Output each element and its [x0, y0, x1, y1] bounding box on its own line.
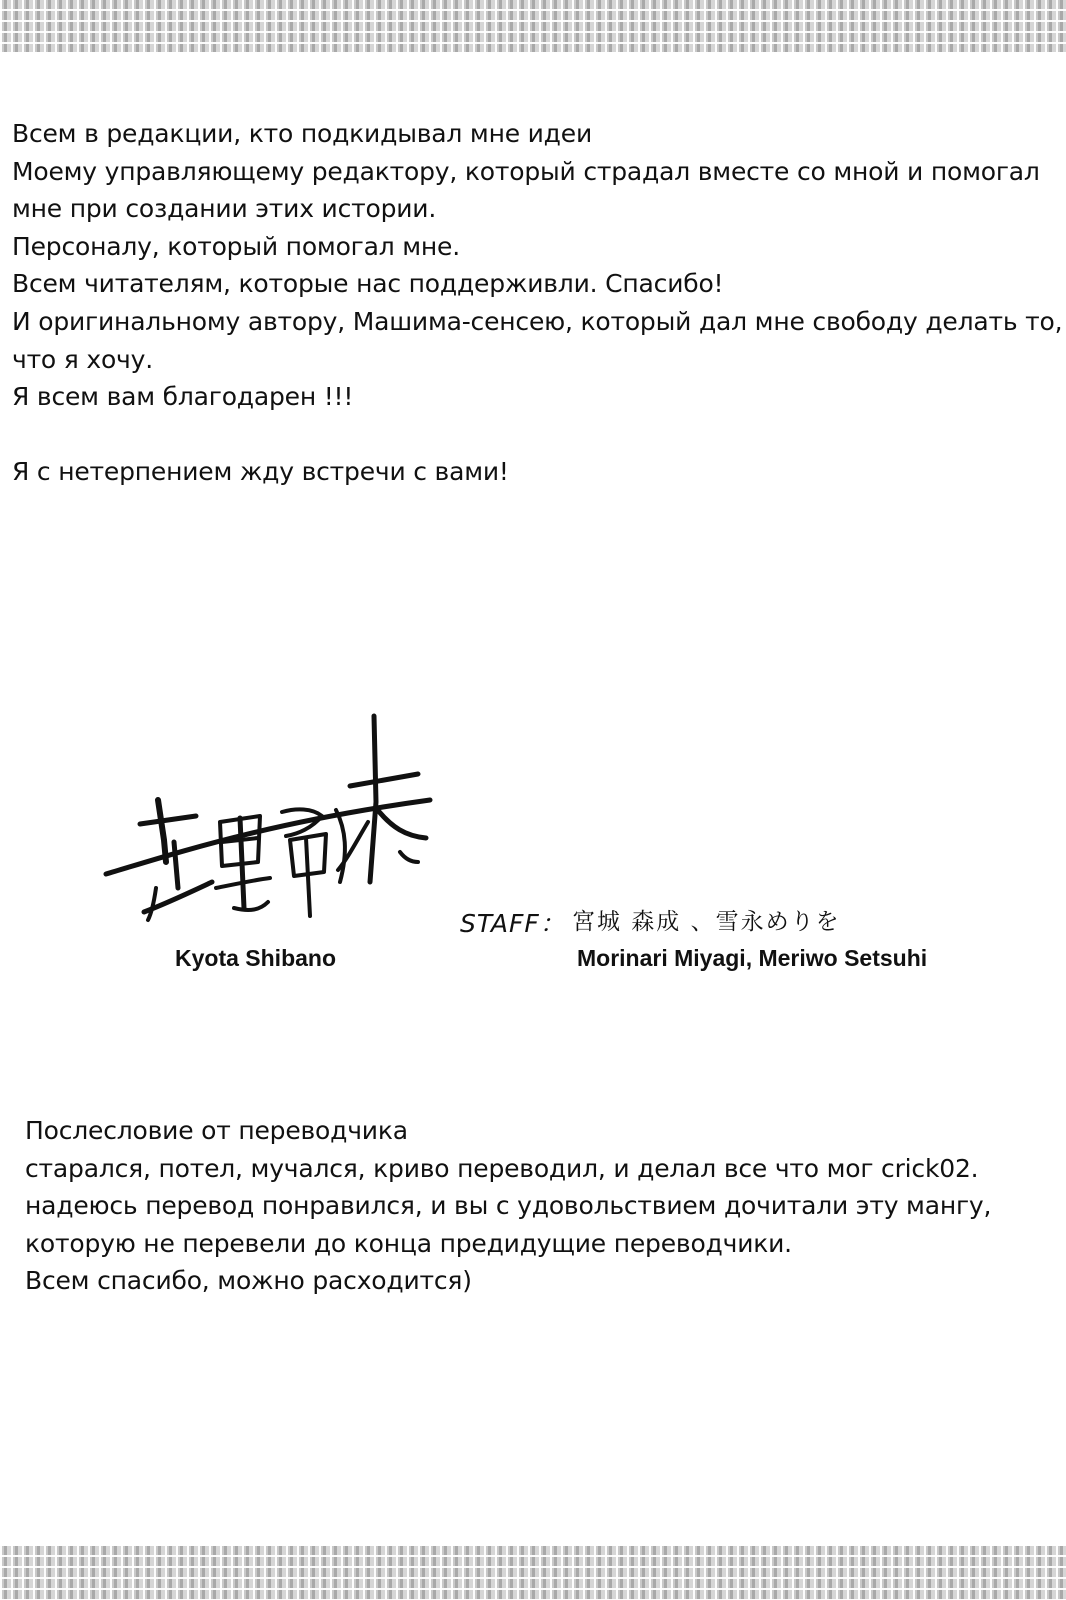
- staff-japanese-names: 宮城 森成 、雪永めりを: [572, 909, 841, 935]
- letter-line: И оригинальному автору, Машима-сенсею, который дал мне свободу делать то,: [12, 306, 1063, 336]
- letter-line: мне при создании этих истории.: [12, 194, 437, 224]
- letter-line: Всем читателям, которые нас поддерживли. Спасибо!: [12, 269, 724, 299]
- afterword-line: которую не перевели до конца предидущие переводчики.: [25, 1228, 792, 1258]
- afterword-line: Всем спасибо, можно расходится): [25, 1266, 472, 1296]
- staff-names: Morinari Miyagi, Meriwo Setsuhi: [577, 945, 928, 971]
- afterword-line: старался, потел, мучался, криво переводил, и делал все что мог crick02.: [25, 1153, 979, 1183]
- afterword-line: надеюсь перевод понравился, и вы с удовольствием дочитали эту мангу,: [25, 1191, 992, 1221]
- letter-line: Я всем вам благодарен !!!: [12, 382, 354, 412]
- afterword-title: Послесловие от переводчика: [25, 1116, 408, 1145]
- top-border-pattern: [0, 0, 1066, 52]
- letter-line: что я хочу.: [12, 344, 153, 374]
- author-letter: [12, 115, 1063, 491]
- staff-label: STAFF：: [460, 909, 566, 938]
- handwritten-signature: [100, 712, 440, 942]
- bottom-border-pattern: [0, 1546, 1066, 1600]
- letter-line: Всем в редакции, кто подкидывал мне идеи: [12, 119, 593, 148]
- letter-line: Персоналу, который помогал мне.: [12, 231, 460, 261]
- letter-line: Моему управляющему редактору, который страдал вместе со мной и помогал: [12, 156, 1040, 186]
- author-name: Kyota Shibano: [175, 945, 337, 971]
- letter-line: Я с нетерпением жду встречи с вами!: [12, 457, 509, 487]
- translator-afterword: [25, 1112, 1045, 1300]
- letter-blank-line: [12, 416, 1052, 454]
